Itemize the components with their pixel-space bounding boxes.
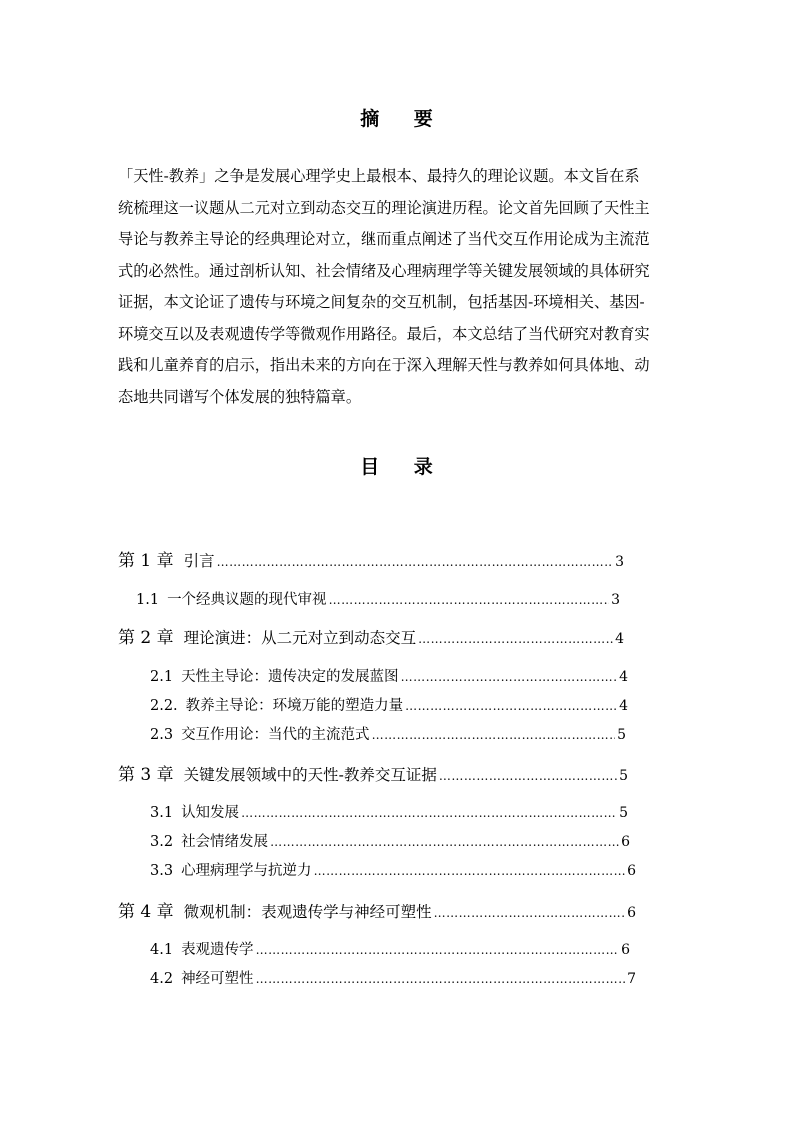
toc-entry-text: 理论演进：从二元对立到动态交互 xyxy=(183,629,417,647)
toc-entry-section-3-3[interactable] xyxy=(150,859,636,880)
toc-entry-text: 心理病理学与抗逆力 xyxy=(181,863,312,879)
toc-entry-section-3-2[interactable] xyxy=(150,830,630,851)
toc-leader-dots xyxy=(217,555,613,569)
toc-leader-dots xyxy=(314,864,626,878)
toc-entry-text: 一个经典议题的现代审视 xyxy=(167,592,327,608)
toc-leader-dots xyxy=(270,835,619,849)
toc-entry-page: 6 xyxy=(621,834,630,850)
toc-leader-dots xyxy=(405,699,617,713)
toc-entry-section-2-1[interactable] xyxy=(150,665,628,686)
toc-entry-text: 教养主导论：环境万能的塑造力量 xyxy=(185,698,404,714)
toc-entry-section-3-1[interactable] xyxy=(150,801,628,822)
abstract-line: 证据，本文论证了遗传与环境之间复杂的交互机制，包括基因-环境相关、基因- xyxy=(118,293,645,311)
abstract-title: 摘 要 xyxy=(360,108,447,130)
toc-entry-page: 5 xyxy=(619,768,628,784)
toc-leader-dots xyxy=(241,806,617,820)
toc-leader-dots xyxy=(329,593,610,607)
toc-entry-number: 第 4 章 xyxy=(118,902,174,922)
toc-entry-section-1-1[interactable] xyxy=(136,588,620,609)
toc-entry-page: 3 xyxy=(611,592,620,608)
toc-entry-number: 4.2 xyxy=(150,971,174,987)
abstract-line: 「天性-教养」之争是发展心理学史上最根本、最持久的理论议题。本文旨在系 xyxy=(118,167,640,185)
toc-entry-text: 交互作用论：当代的主流范式 xyxy=(181,727,370,743)
toc-entry-chapter-2[interactable] xyxy=(118,623,624,648)
toc-entry-text: 表观遗传学 xyxy=(181,942,254,958)
abstract-line: 式的必然性。通过剖析认知、社会情绪及心理病理学等关键发展领域的具体研究 xyxy=(118,261,650,280)
abstract-line: 导论与教养主导论的经典理论对立，继而重点阐述了当代交互作用论成为主流范 xyxy=(118,230,650,248)
toc-leader-dots xyxy=(256,972,626,986)
toc-entry-section-4-2[interactable] xyxy=(150,967,636,988)
toc-entry-number: 第 2 章 xyxy=(118,628,174,648)
toc-leader-dots xyxy=(418,632,613,646)
toc-entry-number: 3.3 xyxy=(150,863,174,879)
toc-entry-section-4-1[interactable] xyxy=(150,938,630,959)
abstract-line: 统梳理这一议题从二元对立到动态交互的理论演进历程。论文首先回顾了天性主 xyxy=(118,198,650,217)
toc-entry-number: 第 3 章 xyxy=(118,765,174,785)
toc-entry-text: 微观机制：表观遗传学与神经可塑性 xyxy=(183,903,432,921)
toc-entry-number: 2.1 xyxy=(150,669,174,685)
toc-entry-page: 4 xyxy=(615,631,624,647)
toc-leader-dots xyxy=(372,728,616,742)
toc-entry-number: 2.2. xyxy=(150,698,178,714)
toc-entry-number: 2.3 xyxy=(150,727,174,743)
abstract-line: 环境交互以及表观遗传学等微观作用路径。最后，本文总结了当代研究对教育实 xyxy=(118,324,650,343)
abstract-line: 践和儿童养育的启示，指出未来的方向在于深入理解天性与教养如何具体地、动 xyxy=(118,356,650,374)
toc-entry-text: 认知发展 xyxy=(181,805,240,821)
toc-leader-dots xyxy=(256,943,620,957)
toc-entry-section-2-2[interactable] xyxy=(150,694,628,715)
toc-entry-page: 5 xyxy=(617,727,626,743)
toc-entry-section-2-3[interactable] xyxy=(150,723,626,744)
toc-entry-number: 3.2 xyxy=(150,834,174,850)
toc-leader-dots xyxy=(401,670,618,684)
toc-entry-text: 天性主导论：遗传决定的发展蓝图 xyxy=(181,669,399,685)
toc-entry-number: 1.1 xyxy=(136,592,160,608)
toc-title: 目 录 xyxy=(360,456,447,478)
toc-entry-number: 第 1 章 xyxy=(118,551,174,571)
toc-entry-chapter-4[interactable] xyxy=(118,897,636,922)
abstract-line: 态地共同谱写个体发展的独特篇章。 xyxy=(118,387,361,406)
toc-entry-number: 3.1 xyxy=(150,805,174,821)
toc-entry-page: 6 xyxy=(627,863,636,879)
toc-entry-text: 引言 xyxy=(183,552,215,570)
abstract-body xyxy=(118,161,686,413)
toc-entry-page: 5 xyxy=(619,805,628,821)
toc-entry-text: 神经可塑性 xyxy=(181,971,254,987)
toc-entry-text: 社会情绪发展 xyxy=(181,834,269,850)
toc-entry-page: 7 xyxy=(627,971,636,987)
toc-entry-number: 4.1 xyxy=(150,942,174,958)
toc-entry-page: 6 xyxy=(621,942,630,958)
toc-entry-page: 3 xyxy=(615,554,624,570)
toc-entry-page: 4 xyxy=(619,669,628,685)
toc-entry-page: 6 xyxy=(627,905,636,921)
toc-leader-dots xyxy=(434,906,625,920)
toc-leader-dots xyxy=(439,769,617,783)
toc-entry-chapter-1[interactable] xyxy=(118,546,624,571)
toc-entry-chapter-3[interactable] xyxy=(118,760,628,785)
toc-entry-text: 关键发展领域中的天性-教养交互证据 xyxy=(183,766,437,784)
toc-entry-page: 4 xyxy=(619,698,628,714)
